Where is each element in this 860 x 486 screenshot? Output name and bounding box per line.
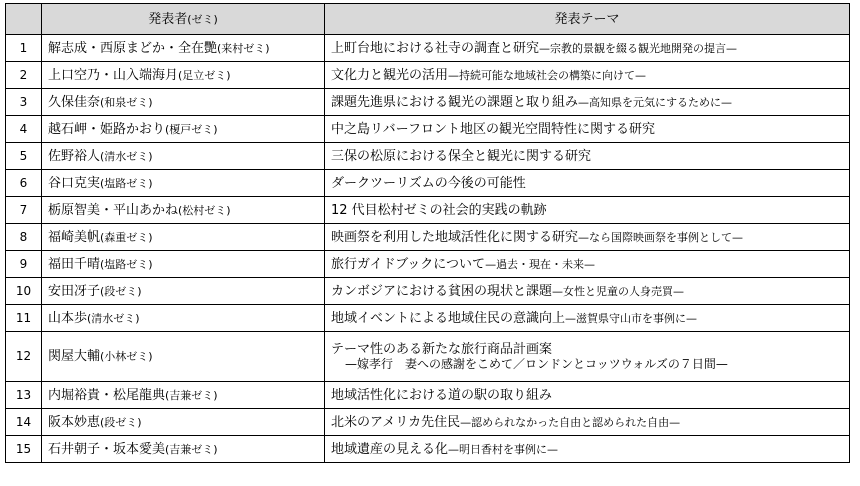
presenter-name: 福田千晴 <box>48 256 101 272</box>
presenter-cell <box>42 409 325 436</box>
presenter-name: 上口空乃・山入端海月 <box>48 67 179 83</box>
presenter-name: 越石岬・姫路かおり <box>48 121 166 137</box>
seminar-name: (和泉ゼミ) <box>100 95 153 109</box>
theme-subtitle: —持続可能な地域社会の構築に向けて— <box>448 68 647 82</box>
table-header-row <box>6 4 850 35</box>
presenter-cell <box>42 332 325 382</box>
presenter-cell <box>42 197 325 224</box>
table-row <box>6 278 850 305</box>
presentation-table <box>5 3 850 463</box>
theme-cell <box>325 251 850 278</box>
row-number: 10 <box>6 278 42 305</box>
presenter-name: 久保佳奈 <box>48 94 101 110</box>
table-row <box>6 224 850 251</box>
seminar-name: (段ゼミ) <box>100 284 142 298</box>
presenter-name: 解志成・西原まどか・全在艷 <box>48 40 218 56</box>
theme-subtitle: —高知県を元気にするために— <box>578 95 733 109</box>
theme-title: 中之島リバーフロント地区の観光空間特性に関する研究 <box>331 121 655 137</box>
table-row <box>6 143 850 170</box>
seminar-name: (塩路ゼミ) <box>100 257 153 271</box>
theme-cell <box>325 197 850 224</box>
table-row <box>6 436 850 463</box>
row-number: 4 <box>6 116 42 143</box>
theme-cell <box>325 62 850 89</box>
seminar-name: (清水ゼミ) <box>87 311 140 325</box>
row-number: 1 <box>6 35 42 62</box>
presenter-cell <box>42 116 325 143</box>
theme-title: テーマ性のある新たな旅行商品計画案 <box>331 341 553 357</box>
presenter-name: 安田冴子 <box>48 283 101 299</box>
presenter-name: 阪本妙恵 <box>48 414 101 430</box>
theme-cell <box>325 170 850 197</box>
theme-cell <box>325 436 850 463</box>
theme-cell <box>325 35 850 62</box>
presentation-table-wrapper <box>5 3 850 463</box>
row-number: 11 <box>6 305 42 332</box>
header-presenter <box>42 4 325 35</box>
presenter-name: 福崎美帆 <box>48 229 101 245</box>
presenter-cell <box>42 224 325 251</box>
presenter-cell <box>42 35 325 62</box>
theme-cell <box>325 116 850 143</box>
theme-cell <box>325 382 850 409</box>
presenter-name: 佐野裕人 <box>48 148 101 164</box>
row-number: 3 <box>6 89 42 116</box>
header-no <box>6 4 42 35</box>
row-number: 7 <box>6 197 42 224</box>
seminar-name: (清水ゼミ) <box>100 149 153 163</box>
presenter-cell <box>42 251 325 278</box>
row-number: 9 <box>6 251 42 278</box>
seminar-name: (段ゼミ) <box>100 415 142 429</box>
theme-title: カンボジアにおける貧困の現状と課題 <box>331 283 553 299</box>
theme-title: 地域イベントによる地域住民の意識向上 <box>331 310 566 326</box>
theme-cell <box>325 332 850 382</box>
table-row <box>6 332 850 382</box>
theme-subtitle: —滋賀県守山市を事例に— <box>565 311 698 325</box>
theme-title: 地域活性化における道の駅の取り組み <box>331 387 553 403</box>
presenter-name: 谷口克実 <box>48 175 101 191</box>
theme-cell <box>325 143 850 170</box>
seminar-name: (森重ゼミ) <box>100 230 153 244</box>
row-number: 15 <box>6 436 42 463</box>
seminar-name: (榎戸ゼミ) <box>165 122 218 136</box>
header-theme: 発表テーマ <box>325 4 850 35</box>
seminar-name: (塩路ゼミ) <box>100 176 153 190</box>
theme-subtitle: —認められなかった自由と認められた自由— <box>460 415 681 429</box>
theme-title: 文化力と観光の活用 <box>331 67 449 83</box>
table-row <box>6 62 850 89</box>
seminar-name: (来村ゼミ) <box>217 41 270 55</box>
table-row <box>6 116 850 143</box>
theme-cell <box>325 224 850 251</box>
seminar-name: (吉兼ゼミ) <box>165 442 218 456</box>
theme-title: 旅行ガイドブックについて <box>331 256 486 272</box>
presenter-cell <box>42 62 325 89</box>
table-row <box>6 197 850 224</box>
presenter-cell <box>42 143 325 170</box>
header-presenter-paren: (ゼミ) <box>187 12 218 26</box>
presenter-cell <box>42 436 325 463</box>
theme-title: 地域遺産の見える化 <box>331 441 449 457</box>
presenter-cell <box>42 305 325 332</box>
theme-subtitle: —女性と児童の人身売買— <box>552 284 685 298</box>
table-row <box>6 35 850 62</box>
theme-cell <box>325 409 850 436</box>
theme-subtitle: —宗教的景観を綴る観光地開発の提言— <box>539 41 738 55</box>
seminar-name: (足立ゼミ) <box>178 68 231 82</box>
theme-subtitle: —なら国際映画祭を事例として— <box>578 230 744 244</box>
header-presenter-label: 発表者 <box>148 11 188 27</box>
seminar-name: (松村ゼミ) <box>178 203 231 217</box>
theme-title: 北米のアメリカ先住民 <box>331 414 461 430</box>
presenter-name: 石井朝子・坂本愛美 <box>48 441 166 457</box>
table-row <box>6 170 850 197</box>
presenter-name: 山本歩 <box>48 310 88 326</box>
theme-cell <box>325 305 850 332</box>
theme-title: 上町台地における社寺の調査と研究 <box>331 40 540 56</box>
table-row <box>6 382 850 409</box>
table-row <box>6 251 850 278</box>
theme-cell <box>325 278 850 305</box>
presenter-name: 内堀裕貴・松尾龍典 <box>48 387 166 403</box>
theme-title: 映画祭を利用した地域活性化に関する研究 <box>331 229 579 245</box>
theme-subtitle: —過去・現在・未来— <box>485 257 596 271</box>
presenter-cell <box>42 89 325 116</box>
theme-cell <box>325 89 850 116</box>
row-number: 14 <box>6 409 42 436</box>
theme-title: 課題先進県における観光の課題と取り組み <box>331 94 579 110</box>
row-number: 5 <box>6 143 42 170</box>
theme-title: 12 代目松村ゼミの社会的実践の軌跡 <box>331 202 547 218</box>
presenter-cell <box>42 278 325 305</box>
theme-subtitle: —明日香村を事例に— <box>448 442 559 456</box>
presenter-cell <box>42 170 325 197</box>
theme-title: 三保の松原における保全と観光に関する研究 <box>331 148 592 164</box>
table-row <box>6 409 850 436</box>
presenter-cell <box>42 382 325 409</box>
row-number: 2 <box>6 62 42 89</box>
row-number: 8 <box>6 224 42 251</box>
presenter-name: 栃原智美・平山あかね <box>48 202 179 218</box>
row-number: 6 <box>6 170 42 197</box>
seminar-name: (吉兼ゼミ) <box>165 388 218 402</box>
theme-subtitle: —嫁孝行 妻への感謝をこめて／ロンドンとコッツウォルズの７日間— <box>345 356 728 371</box>
row-number: 12 <box>6 332 42 382</box>
table-row <box>6 89 850 116</box>
presenter-name: 関屋大輔 <box>48 349 101 364</box>
row-number: 13 <box>6 382 42 409</box>
theme-title: ダークツーリズムの今後の可能性 <box>331 175 526 191</box>
table-row <box>6 305 850 332</box>
seminar-name: (小林ゼミ) <box>100 350 153 363</box>
